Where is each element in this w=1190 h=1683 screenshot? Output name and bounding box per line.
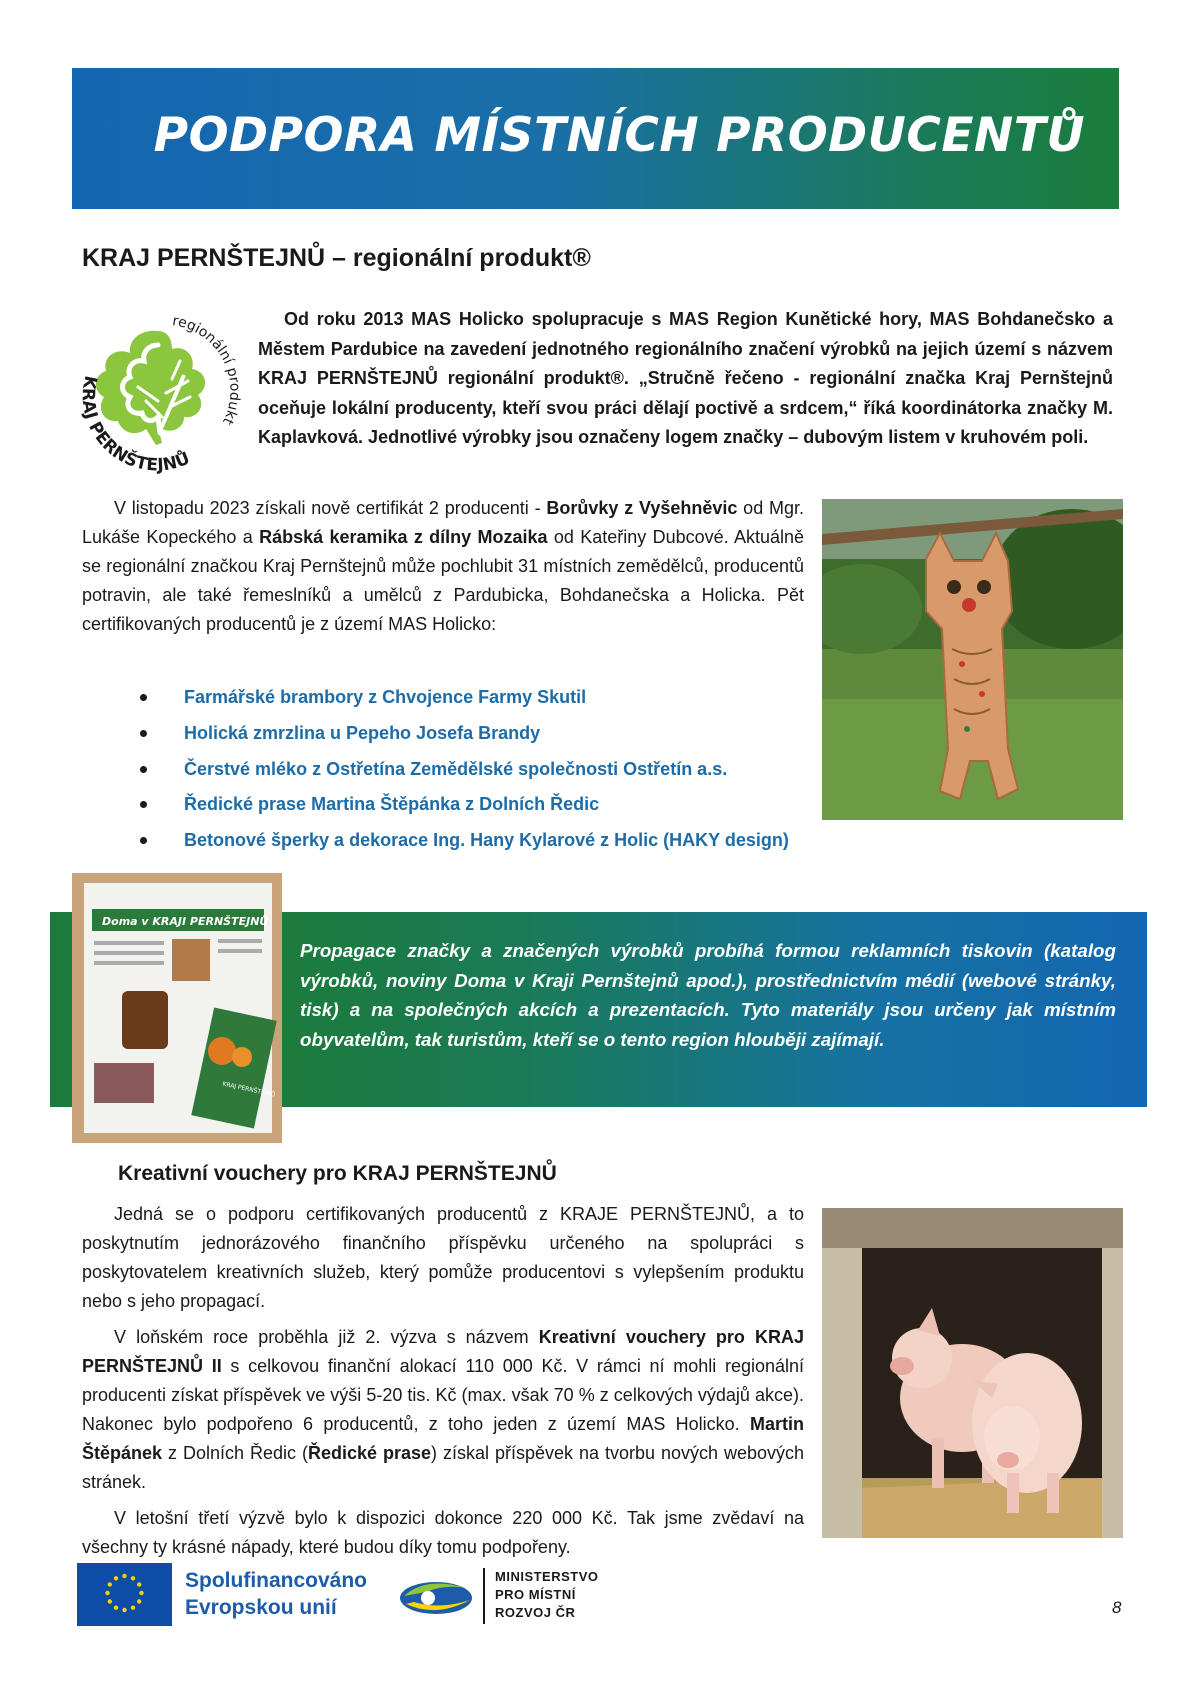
logo-sub-text: regionální produkt	[171, 313, 243, 428]
page-title: PODPORA MÍSTNÍCH PRODUCENTŮ	[153, 108, 1085, 163]
page-number: 8	[1112, 1598, 1122, 1617]
promo-text: Propagace značky a značených výrobků probíhá formou reklamních tiskovin (katalog výrobků, noviny Doma v Kraji Pernštejnů apod.), prostřednictvím médií (webové stránky, tisk) a na společných akcích a prezentacích. Tyto materiály jsou určeny jak místním obyvatelům, tak turistům, kteří se o tento region hlouběji zajímají.	[300, 940, 1116, 1050]
logo-main-text: KRAJ PERNŠTEJNŮ	[77, 373, 193, 476]
list-item: Ředické prase Martina Štěpánka z Dolních Ředic	[140, 789, 860, 825]
mmr-logo-icon	[396, 1570, 476, 1622]
list-item: Farmářské brambory z Chvojence Farmy Skutil	[140, 682, 860, 718]
section-heading-kraj-pernstejnu: KRAJ PERNŠTEJNŮ – regionální produkt®	[82, 244, 591, 272]
list-item: Čerstvé mléko z Ostřetína Zemědělské společnosti Ostřetín a.s.	[140, 754, 860, 790]
oak-leaf-logo-icon	[72, 305, 244, 477]
list-item: Holická zmrzlina u Pepeho Josefa Brandy	[140, 718, 860, 754]
list-item: Betonové šperky a dekorace Ing. Hany Kylarové z Holic (HAKY design)	[140, 825, 860, 861]
intro-paragraph: Od roku 2013 MAS Holicko spolupracuje s MAS Region Kunětické hory, MAS Bohdanečsko a Městem Pardubice na zavedení jednotného regionálního značení výrobků na jejich území s názvem KRAJ PERNŠTEJNŮ regionální produkt®. „Stručně řečeno - regionální značka Kraj Pernštejnů oceňuje lokální producenty, kteří svou práci dělají poctivě a srdcem,“ říká koordinátorka značky M. Kaplavková. Jednotlivé výrobky jsou označeny logem značky – dubovým listem v kruhovém poli.	[258, 309, 1113, 448]
mmr-text: MINISTERSTVO PRO MÍSTNÍ ROZVOJ ČR	[495, 1569, 599, 1620]
section-heading-vouchers: Kreativní vouchery pro KRAJ PERNŠTEJNŮ	[118, 1162, 557, 1185]
eu-flag-icon	[77, 1563, 172, 1626]
eu-cofinanced-text: Spolufinancováno Evropskou unií	[185, 1569, 368, 1619]
title-banner	[72, 68, 1119, 209]
vouchers-paragraphs: Jedná se o podporu certifikovaných producentů z KRAJE PERNŠTEJNŮ, a to poskytnutím jednorázového finančního příspěvku určeného na spolupráci s poskytovatelem kreativních služeb, který pomůže producentovi s vylepšením produktu nebo s jeho propagací. V loňském roce proběhla již 2. výzva s názvem Kreativní vouchery pro KRAJ PERNŠTEJNŮ II s celkovou finanční alokací 110 000 Kč. V rámci ní mohli regionální producenti získat příspěvek ve výši 5-20 tis. Kč (max. však 70 % z celkových výdajů akce). Nakonec bylo podpořeno 6 producentů, z toho jeden z území MAS Holicko. Martin Štěpánek z Dolních Ředic (Ředické prase) získal příspěvek na tvorbu nových webových stránek. V letošní třetí výzvě bylo k dispozici dokonce 220 000 Kč. Tak jsme zvědaví na všechny ty krásné nápady, které budou díky tomu podpořeny.	[82, 1204, 805, 1557]
pigs-photo	[822, 1208, 1123, 1538]
booklet-label: KRAJ PERNŠTEJNŮ	[221, 1080, 276, 1099]
ceramic-cat-photo	[822, 499, 1123, 820]
certification-paragraph: V listopadu 2023 získali nově certifikát 2 producenti - Borůvky z Vyšehněvic od Mgr. Lukáše Kopeckého a Rábská keramika z dílny Mozaika od Kateřiny Dubcové. Aktuálně se regionální značkou Kraj Pernštejnů může pochlubit 31 místních zemědělců, producentů potravin, ale také řemeslníků a umělců z Pardubicka, Bohdanečska a Holicka. Pět certifikovaných producentů je z území MAS Holicko:	[82, 498, 805, 634]
newspaper-masthead: Doma v KRAJI PERNŠTEJNŮ	[102, 915, 269, 928]
footer-divider	[483, 1568, 485, 1624]
producer-list	[140, 682, 860, 861]
newspaper-photo	[72, 873, 282, 1143]
